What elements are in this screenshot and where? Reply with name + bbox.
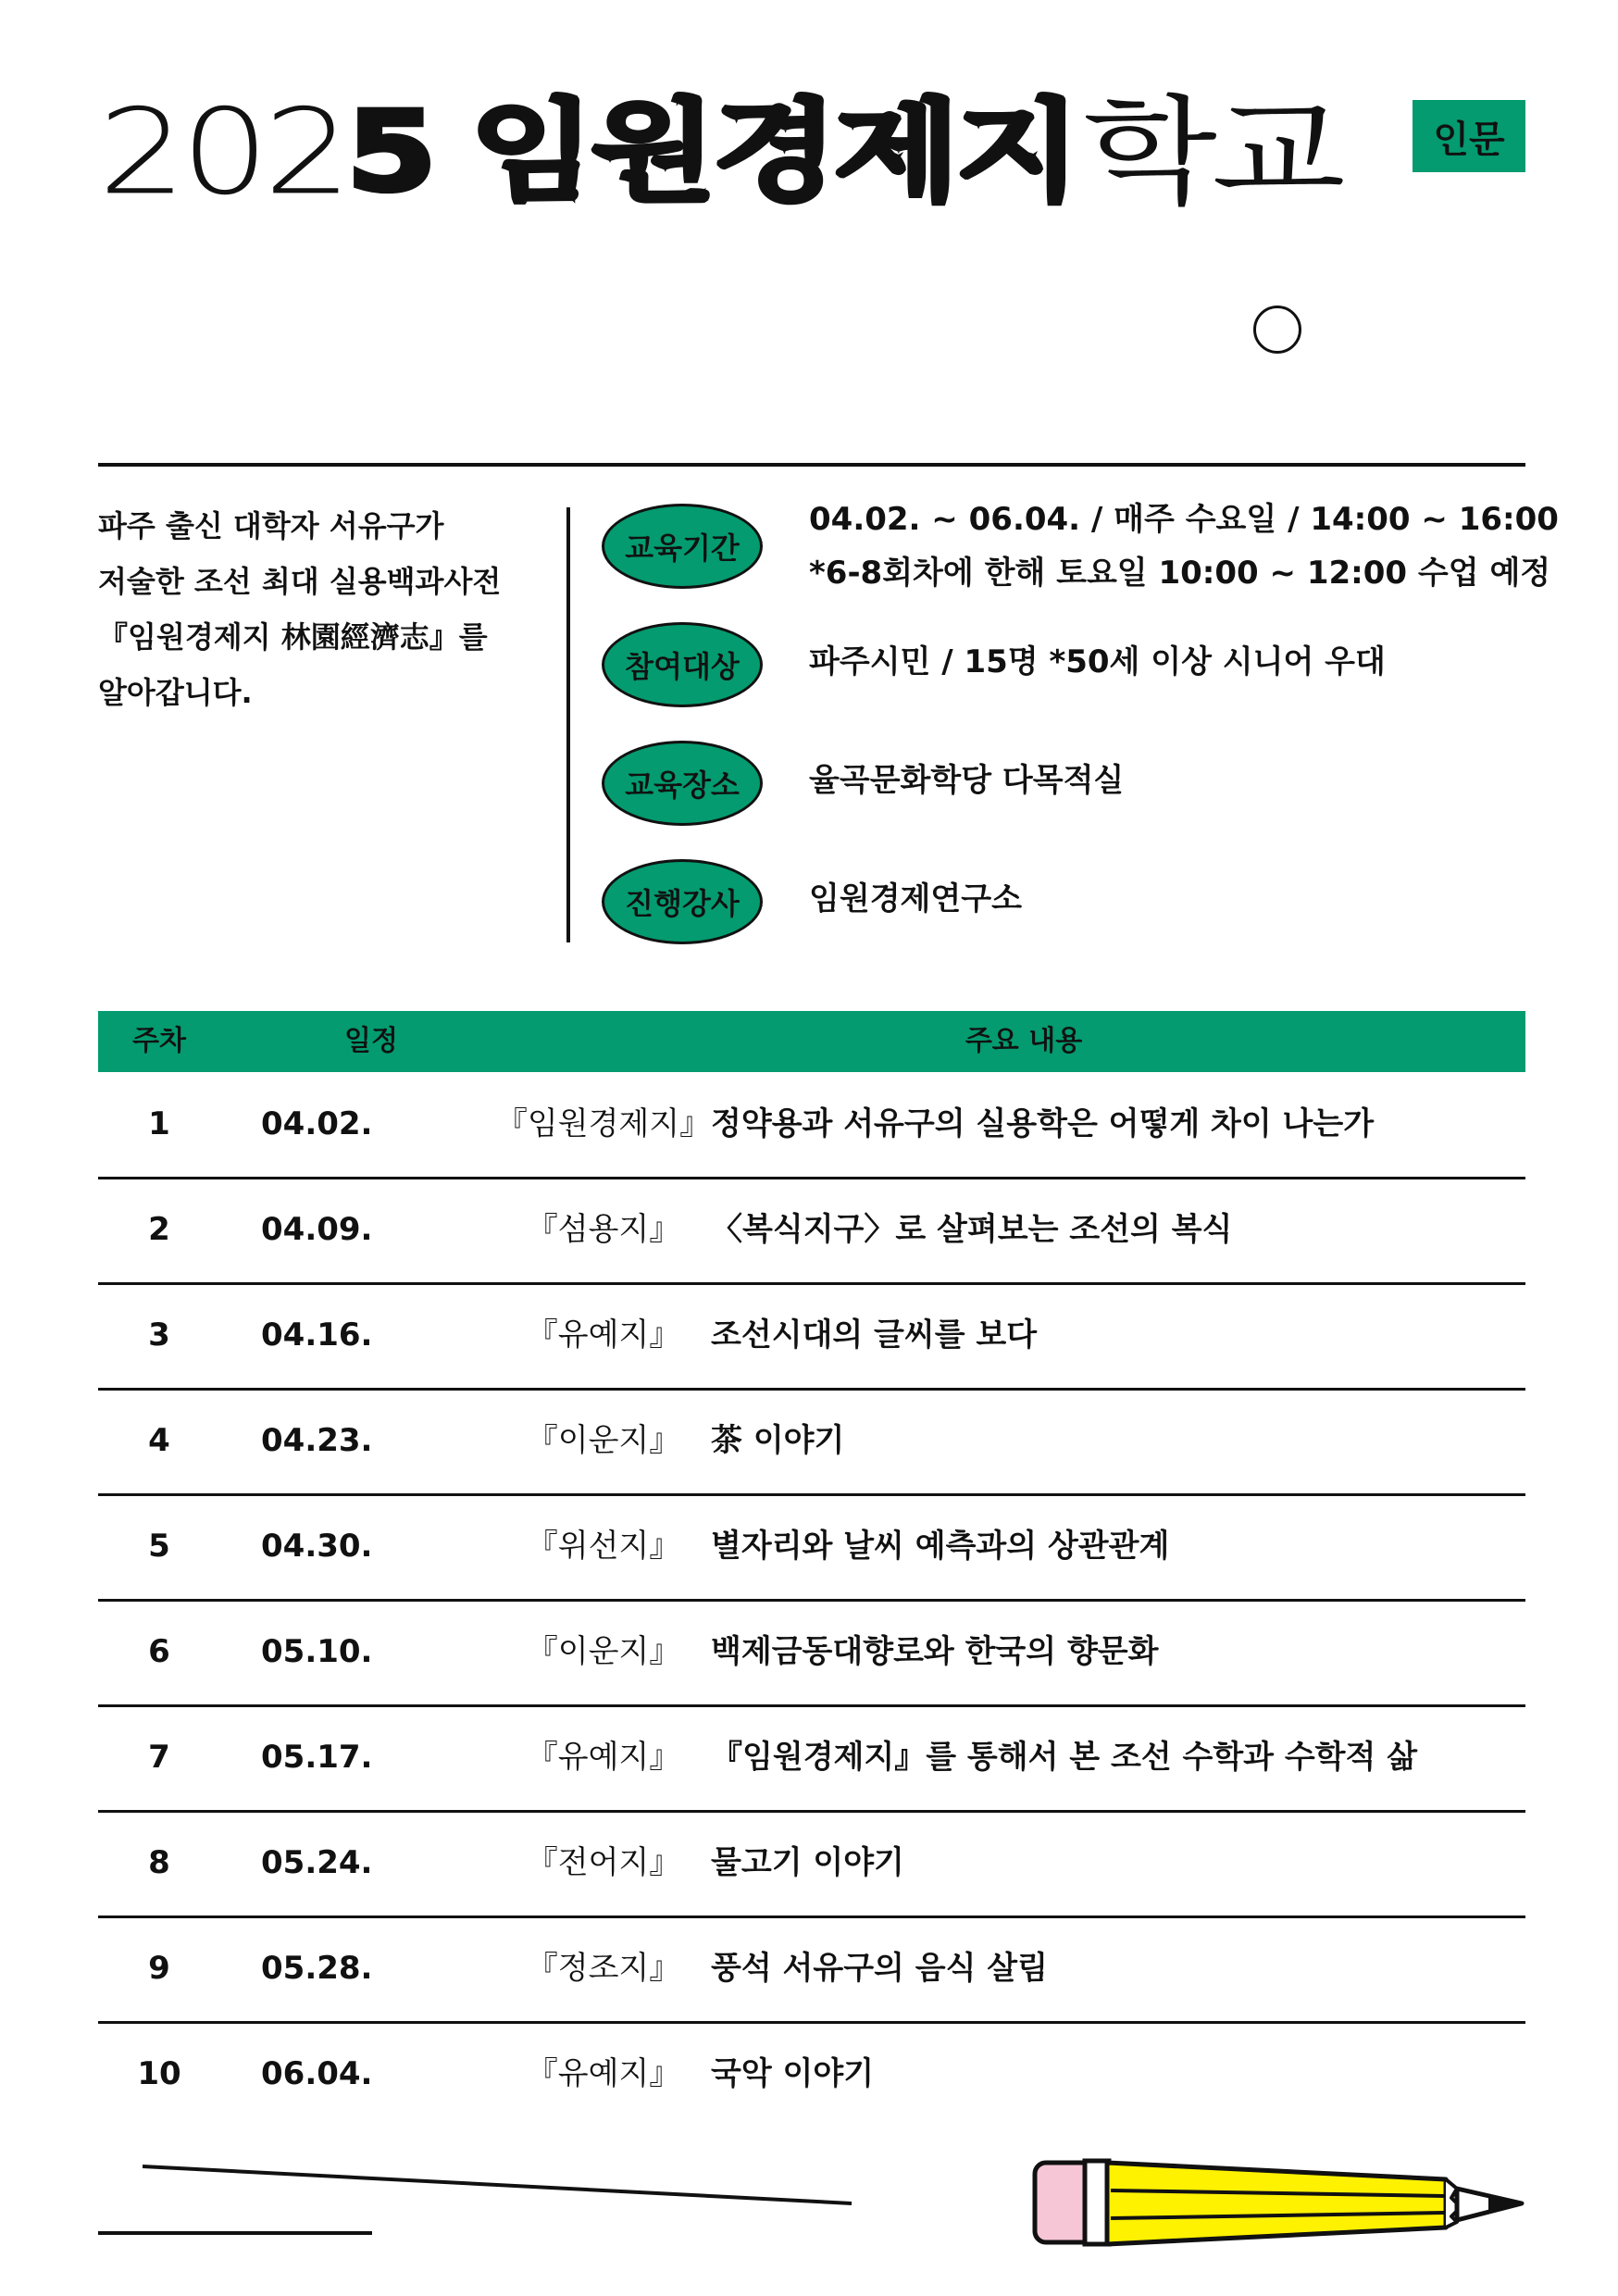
table-row <box>98 1705 1525 1810</box>
intro-line: 『임원경제지 林園經濟志』를 <box>98 619 488 655</box>
cell-content: 물고기 이야기 <box>711 1844 904 1881</box>
table-row <box>98 1916 1525 2021</box>
schedule-table-header <box>98 1011 1525 1072</box>
cell-week: 2 <box>148 1211 170 1248</box>
cell-week: 10 <box>137 2055 181 2092</box>
cell-date: 06.04. <box>261 2055 373 2092</box>
cell-book: 『이운지』 <box>526 1422 681 1459</box>
cell-book: 『전어지』 <box>526 1844 681 1881</box>
cell-date: 05.24. <box>261 1844 373 1881</box>
cell-book: 『이운지』 <box>526 1633 681 1670</box>
cell-date: 04.23. <box>261 1422 373 1459</box>
intro-text <box>98 498 579 720</box>
cell-week: 3 <box>148 1316 170 1354</box>
cell-week: 4 <box>148 1422 170 1459</box>
cell-content: 조선시대의 글씨를 보다 <box>711 1316 1038 1354</box>
cell-content: 별자리와 날씨 예측과의 상관관계 <box>711 1528 1170 1565</box>
info-value-target: 파주시민 / 15명 *50세 이상 시니어 우대 <box>809 643 1386 680</box>
info-label-place: 교육장소 <box>602 741 763 826</box>
divider-vertical <box>566 507 570 942</box>
table-row <box>98 1283 1525 1388</box>
cell-date: 05.17. <box>261 1739 373 1776</box>
intro-line: 저술한 조선 최대 실용백과사전 <box>98 564 502 599</box>
cell-book: 『임원경제지』 <box>495 1105 712 1142</box>
divider-top <box>98 463 1525 467</box>
circle-decoration <box>1253 306 1301 354</box>
category-tag: 인문 <box>1413 100 1525 172</box>
cell-content: 정약용과 서유구의 실용학은 어떻게 차이 나는가 <box>711 1105 1375 1142</box>
info-value-line: 04.02. ~ 06.04. / 매주 수요일 / 14:00 ~ 16:00 <box>809 501 1559 538</box>
cell-week: 1 <box>148 1105 170 1142</box>
cell-week: 9 <box>148 1950 170 1987</box>
cell-content: 〈복식지구〉로 살펴보는 조선의 복식 <box>711 1211 1233 1248</box>
intro-line: 알아갑니다. <box>98 675 253 710</box>
info-label-target: 참여대상 <box>602 622 763 707</box>
header-content: 주요 내용 <box>965 1025 1083 1057</box>
table-row <box>98 1178 1525 1282</box>
title-year-bold: 5 <box>346 88 433 217</box>
table-row <box>98 1811 1525 1915</box>
title-year-thin: 202 <box>98 84 347 221</box>
cell-book: 『유예지』 <box>526 2055 681 2092</box>
title-name-bold: 임원경제지 <box>469 88 1077 217</box>
table-row <box>98 2022 1525 2127</box>
info-value-note: *6-8회차에 한해 토요일 10:00 ~ 12:00 수업 예정 <box>809 555 1551 592</box>
cell-date: 05.28. <box>261 1950 373 1987</box>
table-row <box>98 1389 1525 1493</box>
info-value-instructor: 임원경제연구소 <box>809 880 1022 917</box>
cell-week: 5 <box>148 1528 170 1565</box>
info-value-place: 율곡문화학당 다목적실 <box>809 762 1125 799</box>
page-title <box>98 84 1340 221</box>
table-row <box>98 1600 1525 1704</box>
pencil-icon <box>1035 2161 1522 2244</box>
cell-content: 풍석 서유구의 음식 살림 <box>711 1950 1048 1987</box>
bottom-decoration <box>0 2129 1618 2296</box>
decorative-line <box>143 2166 852 2203</box>
cell-book: 『섬용지』 <box>526 1211 681 1248</box>
header-week: 주차 <box>132 1025 186 1057</box>
cell-date: 04.02. <box>261 1105 373 1142</box>
table-row <box>98 1494 1525 1599</box>
cell-book: 『유예지』 <box>526 1316 681 1354</box>
table-row <box>98 1072 1525 1177</box>
info-label-instructor: 진행강사 <box>602 859 763 944</box>
cell-content: 『임원경제지』를 통해서 본 조선 수학과 수학적 삶 <box>711 1739 1418 1776</box>
cell-week: 8 <box>148 1844 170 1881</box>
cell-book: 『정조지』 <box>526 1950 681 1987</box>
cell-date: 04.16. <box>261 1316 373 1354</box>
header-date: 일정 <box>344 1025 398 1057</box>
cell-date: 05.10. <box>261 1633 373 1670</box>
info-value-period <box>809 493 1559 600</box>
cell-content: 국악 이야기 <box>711 2055 875 2092</box>
cell-week: 6 <box>148 1633 170 1670</box>
cell-date: 04.09. <box>261 1211 373 1248</box>
title-name-thin: 학교 <box>1082 84 1340 221</box>
cell-book: 『유예지』 <box>526 1739 681 1776</box>
cell-content: 백제금동대향로와 한국의 향문화 <box>711 1633 1159 1670</box>
intro-line: 파주 출신 대학자 서유구가 <box>98 508 444 543</box>
cell-date: 04.30. <box>261 1528 373 1565</box>
cell-week: 7 <box>148 1739 170 1776</box>
cell-book: 『위선지』 <box>526 1528 681 1565</box>
cell-content: 茶 이야기 <box>711 1422 845 1459</box>
info-label-period: 교육기간 <box>602 504 763 589</box>
